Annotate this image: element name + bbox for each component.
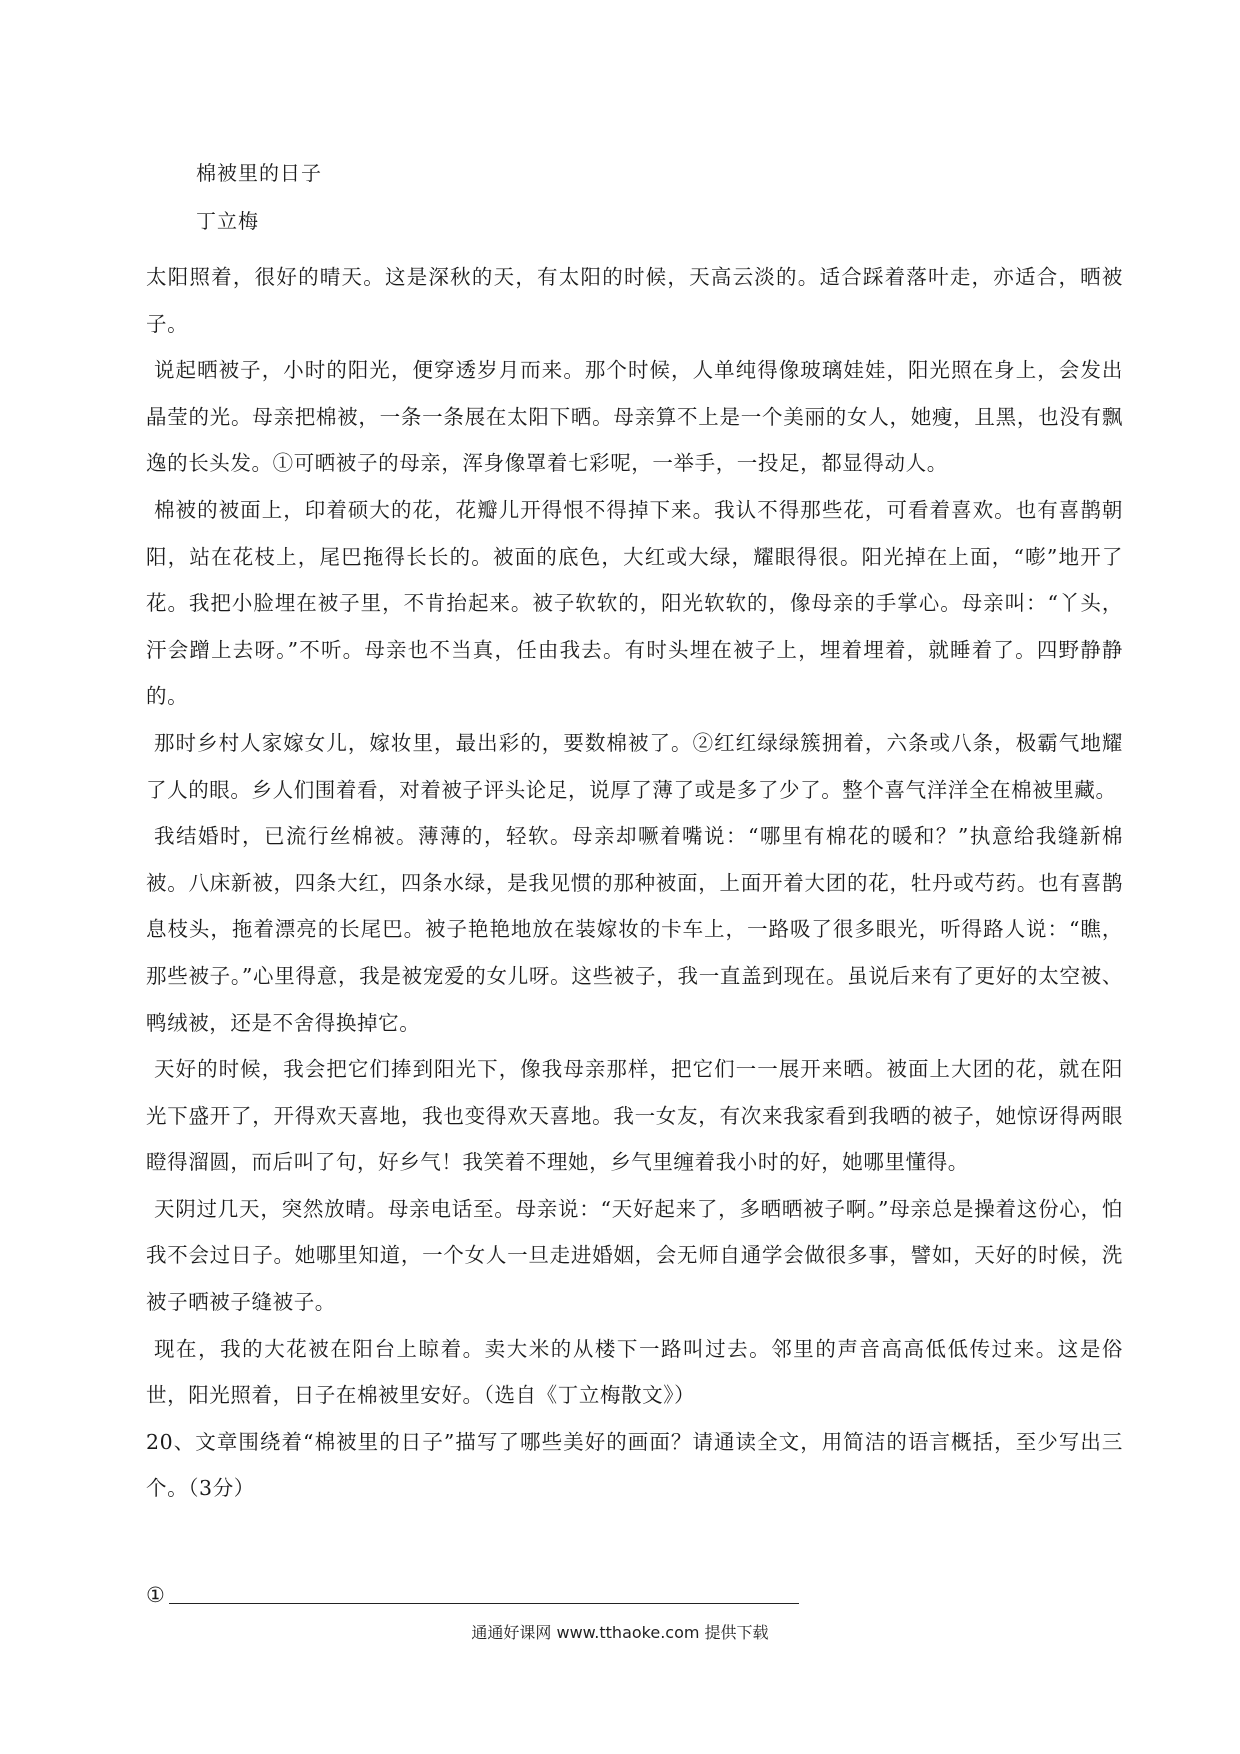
paragraph: 那时乡村人家嫁女儿，嫁妆里，最出彩的，要数棉被了。②红红绿绿簇拥着，六条或八条，极霸气地耀了人的眼。乡人们围着看，对着被子评头论足，说厚了薄了或是多了少了。整个喜气洋洋全在棉被里藏。 <box>146 730 1123 802</box>
paragraph: 棉被的被面上，印着硕大的花，花瓣儿开得恨不得掉下来。我认不得那些花，可看着喜欢。也有喜鹊朝阳，站在花枝上，尾巴拖得长长的。被面的底色，大红或大绿，耀眼得很。阳光掉在上面，“嘭”地开了花。我把小脸埋在被子里，不肯抬起来。被子软软的，阳光软软的，像母亲的手掌心。母亲叫：“丫头，汗会蹭上去呀。”不听。母亲也不当真，任由我去。有时头埋在被子上，埋着埋着，就睡着了。四野静静的。 <box>146 497 1123 709</box>
paragraph: 说起晒被子，小时的阳光，便穿透岁月而来。那个时候，人单纯得像玻璃娃娃，阳光照在身上，会发出晶莹的光。母亲把棉被，一条一条展在太阳下晒。母亲算不上是一个美丽的女人，她瘦，且黑，也没有飘逸的长头发。①可晒被子的母亲，浑身像罩着七彩呢，一举手，一投足，都显得动人。 <box>146 358 1123 476</box>
paragraph: 我结婚时，已流行丝棉被。薄薄的，轻软。母亲却噘着嘴说：“哪里有棉花的暖和？”执意给我缝新棉被。八床新被，四条大红，四条水绿，是我见惯的那种被面，上面开着大团的花，牡丹或芍药。也有喜鹊息枝头，拖着漂亮的长尾巴。被子艳艳地放在装嫁妆的卡车上，一路吸了很多眼光，听得路人说：“瞧，那些被子。”心里得意，我是被宠爱的女儿呀。这些被子，我一直盖到现在。虽说后来有了更好的太空被、鸭绒被，还是不舍得换掉它。 <box>146 824 1123 1035</box>
question-text: 20、文章围绕着“棉被里的日子”描写了哪些美好的画面？请通读全文，用简洁的语言概括，至少写出三个。（3分） <box>146 1429 1123 1501</box>
article-title: 棉被里的日子 <box>196 161 322 185</box>
answer-line <box>146 1577 799 1609</box>
answer-marker: ① <box>146 1583 165 1607</box>
article-body <box>146 254 1123 1512</box>
paragraph: 天阴过几天，突然放晴。母亲电话至。母亲说：“天好起来了，多晒晒被子啊。”母亲总是操着这份心，怕我不会过日子。她哪里知道，一个女人一旦走进婚姻，会无师自通学会做很多事，譬如，天好的时候，洗被子晒被子缝被子。 <box>146 1196 1123 1315</box>
paragraph: 现在，我的大花被在阳台上晾着。卖大米的从楼下一路叫过去。邻里的声音高高低低传过来。这是俗世，阳光照着，日子在棉被里安好。（选自《丁立梅散文》） <box>146 1336 1123 1408</box>
page-footer: 通通好课网 www.tthaoke.com 提供下载 <box>471 1623 769 1642</box>
paragraph: 天好的时候，我会把它们捧到阳光下，像我母亲那样，把它们一一展开来晒。被面上大团的花，就在阳光下盛开了，开得欢天喜地，我也变得欢天喜地。我一女友，有次来我家看到我晒的被子，她惊讶得两眼瞪得溜圆，而后叫了句，好乡气！我笑着不理她，乡气里缠着我小时的好，她哪里懂得。 <box>146 1057 1123 1175</box>
paragraph: 太阳照着，很好的晴天。这是深秋的天，有太阳的时候，天高云淡的。适合踩着落叶走，亦适合，晒被子。 <box>146 265 1123 336</box>
article-author: 丁立梅 <box>196 209 259 233</box>
answer-blank[interactable] <box>169 1579 799 1604</box>
